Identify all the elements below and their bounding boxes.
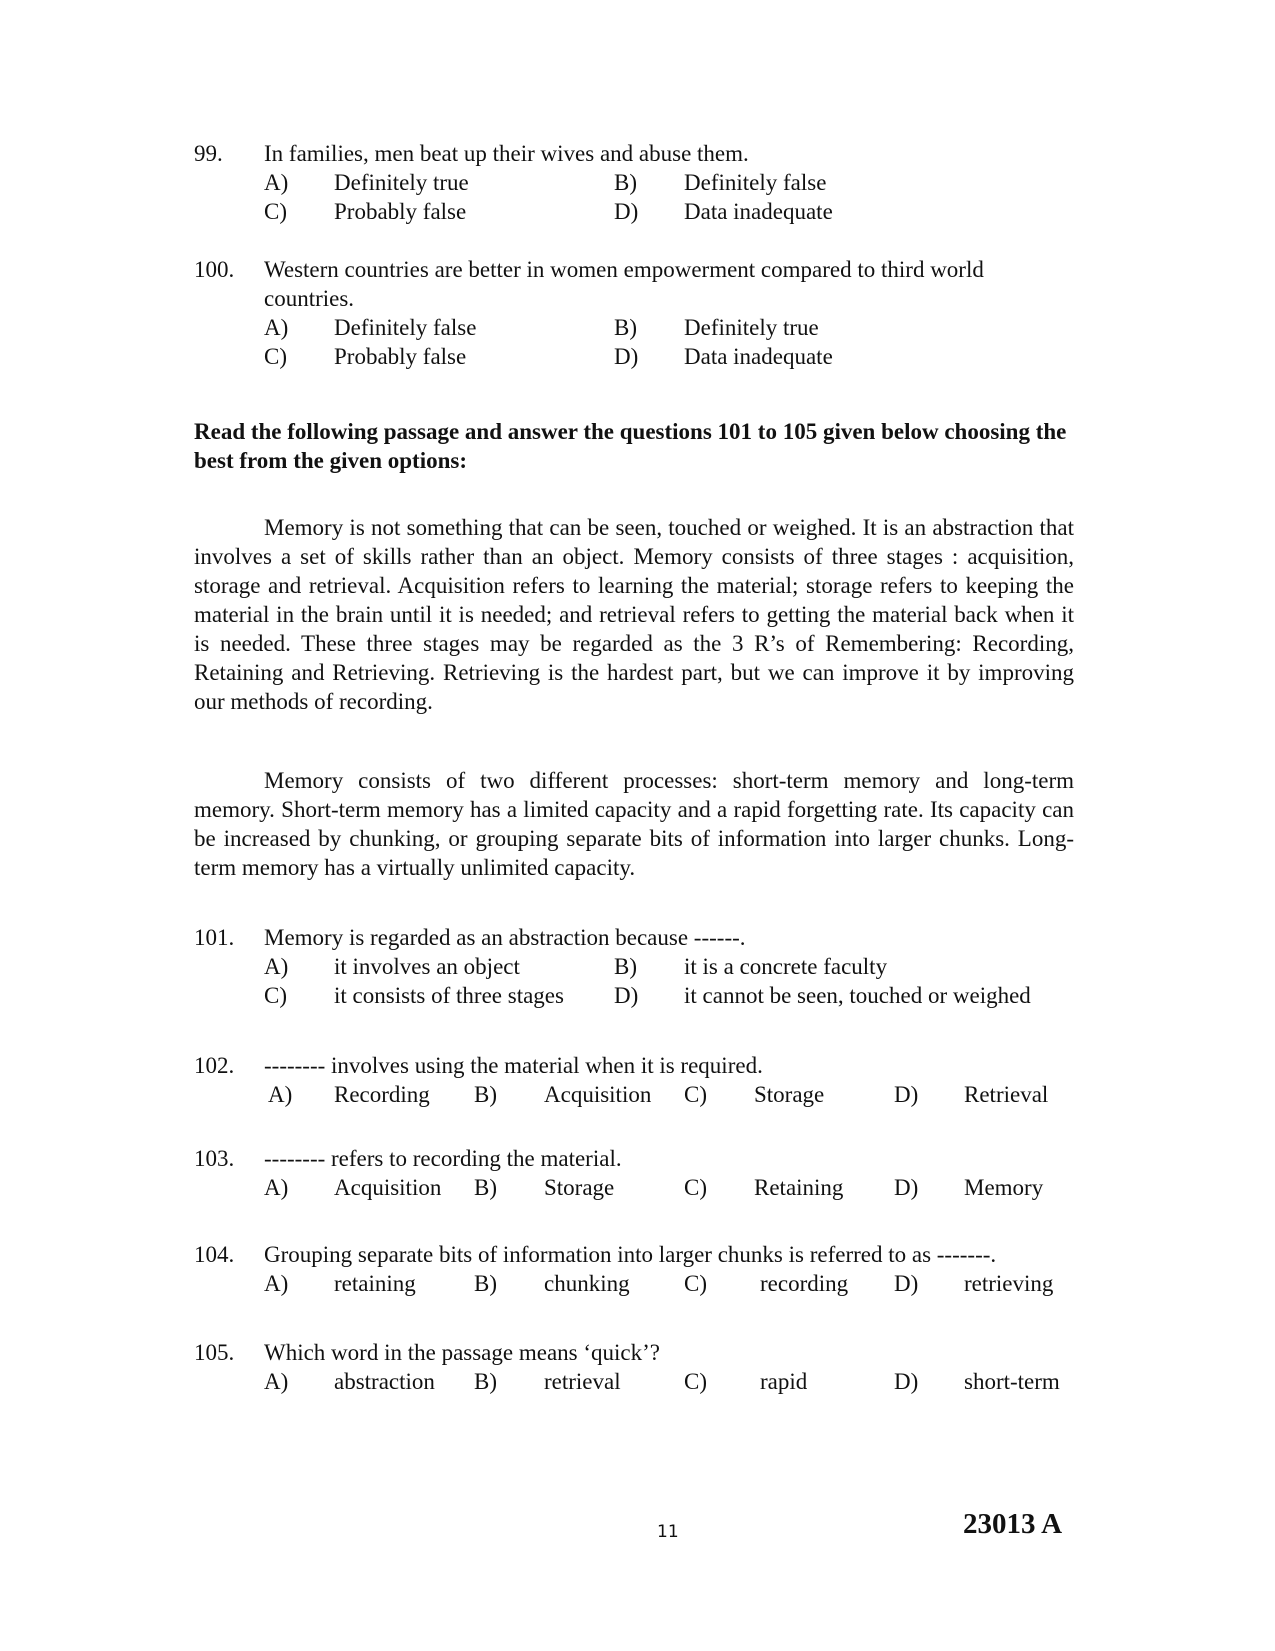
- option-text: Data inadequate: [684, 344, 833, 369]
- passage-heading: Read the following passage and answer the questions 101 to 105 given below choosing the best from the given options:: [194, 419, 1067, 473]
- option-text: Probably false: [334, 199, 467, 224]
- paper-code: 23013 A: [963, 1508, 1063, 1540]
- question-text: Which word in the passage means ‘quick’?: [264, 1340, 660, 1365]
- option-letter: A): [264, 1175, 289, 1200]
- option-text: Definitely true: [684, 315, 819, 340]
- option-text: Definitely false: [684, 170, 827, 195]
- option-letter: A): [264, 315, 289, 340]
- question-number: 99.: [194, 141, 223, 166]
- question-text: Memory is regarded as an abstraction because ------.: [264, 925, 746, 950]
- option-letter: C): [264, 983, 287, 1008]
- question-number: 103.: [194, 1146, 235, 1171]
- question-text: Western countries are better in women empowerment compared to third world: [264, 257, 984, 282]
- option-letter: D): [894, 1369, 919, 1394]
- option-letter: B): [474, 1082, 497, 1107]
- option-text: Storage: [754, 1082, 825, 1107]
- option-letter: C): [264, 344, 287, 369]
- page-number: 11: [657, 1522, 679, 1542]
- question-text: -------- involves using the material when it is required.: [264, 1053, 763, 1078]
- option-text: Probably false: [334, 344, 467, 369]
- option-letter: B): [474, 1369, 497, 1394]
- option-text: abstraction: [334, 1369, 435, 1394]
- option-letter: A): [264, 1271, 289, 1296]
- option-letter: D): [614, 983, 639, 1008]
- option-letter: C): [684, 1175, 707, 1200]
- option-letter: D): [894, 1271, 919, 1296]
- option-letter: B): [614, 170, 637, 195]
- option-letter: D): [894, 1175, 919, 1200]
- question-number: 105.: [194, 1340, 235, 1365]
- option-text: short-term: [964, 1369, 1060, 1394]
- option-text: retaining: [334, 1271, 416, 1296]
- option-letter: C): [684, 1082, 707, 1107]
- passage-paragraph-2: Memory consists of two different processes: short-term memory and long-term memory. Short-term memory has a limited capacity and a rapid forgetting rate. Its capacity can be increased by chunking, or grouping separate bits of information into larger chunks. Long-term memory has a virtually unlimited capacity.: [194, 768, 1074, 880]
- option-text: retrieval: [544, 1369, 621, 1394]
- option-letter: B): [614, 315, 637, 340]
- option-text: it cannot be seen, touched or weighed: [684, 983, 1031, 1008]
- option-text: Retrieval: [964, 1082, 1049, 1107]
- question-number: 101.: [194, 925, 235, 950]
- option-text: Acquisition: [544, 1082, 652, 1107]
- question-number: 100.: [194, 257, 235, 282]
- option-text: it is a concrete faculty: [684, 954, 888, 979]
- option-letter: D): [614, 199, 639, 224]
- option-letter: C): [264, 199, 287, 224]
- option-letter: D): [894, 1082, 919, 1107]
- option-text: Memory: [964, 1175, 1044, 1200]
- option-letter: D): [614, 344, 639, 369]
- option-letter: A): [264, 954, 289, 979]
- option-letter: B): [474, 1175, 497, 1200]
- option-text: Acquisition: [334, 1175, 442, 1200]
- option-text: Storage: [544, 1175, 615, 1200]
- option-letter: C): [684, 1369, 707, 1394]
- option-text: Data inadequate: [684, 199, 833, 224]
- option-letter: C): [684, 1271, 707, 1296]
- option-text: rapid: [760, 1369, 808, 1394]
- option-text: retrieving: [964, 1271, 1054, 1296]
- option-text: Definitely true: [334, 170, 469, 195]
- option-letter: A): [264, 1369, 289, 1394]
- option-letter: A): [264, 170, 289, 195]
- option-text: it involves an object: [334, 954, 520, 979]
- option-text: it consists of three stages: [334, 983, 564, 1008]
- option-text: Retaining: [754, 1175, 844, 1200]
- option-text: chunking: [544, 1271, 630, 1296]
- question-number: 104.: [194, 1242, 235, 1267]
- question-text: Grouping separate bits of information into larger chunks is referred to as -------.: [264, 1242, 997, 1267]
- question-text: In families, men beat up their wives and abuse them.: [264, 141, 749, 166]
- option-letter: B): [614, 954, 637, 979]
- option-letter: A): [268, 1082, 293, 1107]
- question-number: 102.: [194, 1053, 235, 1078]
- question-text: -------- refers to recording the material.: [264, 1146, 622, 1171]
- passage-paragraph-1: Memory is not something that can be seen, touched or weighed. It is an abstraction that involves a set of skills rather than an object. Memory consists of three stages : acquisition, storage and retrieval. Acquisition refers to learning the material; storage refers to keeping the material in the brain until it is needed; and retrieval refers to getting the material back when it is needed. These three stages may be regarded as the 3 R’s of Remembering: Recording, Retaining and Retrieving. Retrieving is the hardest part, but we can improve it by improving our methods of recording.: [194, 515, 1074, 714]
- question-text-continued: countries.: [264, 286, 355, 311]
- option-text: recording: [760, 1271, 849, 1296]
- option-letter: B): [474, 1271, 497, 1296]
- option-text: Recording: [334, 1082, 430, 1107]
- option-text: Definitely false: [334, 315, 477, 340]
